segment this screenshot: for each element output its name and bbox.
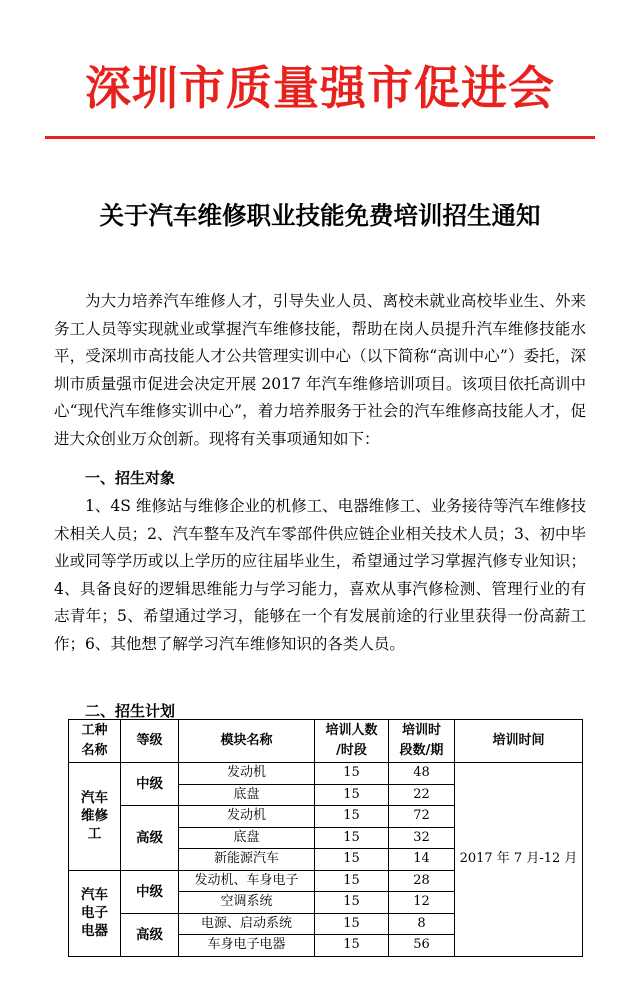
trainees-cell: 15 bbox=[315, 849, 389, 871]
periods-cell: 72 bbox=[389, 806, 455, 828]
module-cell: 空调系统 bbox=[179, 892, 315, 914]
category-cell-auto-repair: 汽车 维修 工 bbox=[69, 763, 121, 871]
level-cell: 中级 bbox=[121, 870, 179, 913]
trainees-cell: 15 bbox=[315, 763, 389, 785]
periods-cell: 28 bbox=[389, 870, 455, 892]
org-name-header: 深圳市质量强市促进会 bbox=[85, 61, 555, 115]
level-cell: 高级 bbox=[121, 913, 179, 956]
periods-cell: 14 bbox=[389, 849, 455, 871]
col-header-periods: 培训时 段数/期 bbox=[389, 720, 455, 763]
header-divider bbox=[45, 136, 595, 139]
periods-cell: 8 bbox=[389, 913, 455, 935]
module-cell: 底盘 bbox=[179, 827, 315, 849]
periods-cell: 32 bbox=[389, 827, 455, 849]
periods-cell: 48 bbox=[389, 763, 455, 785]
trainees-cell: 15 bbox=[315, 913, 389, 935]
table-header-row bbox=[69, 720, 583, 763]
section-heading-enrollment-targets: 一、招生对象 bbox=[85, 469, 176, 487]
col-header-module: 模块名称 bbox=[179, 720, 315, 763]
trainees-cell: 15 bbox=[315, 827, 389, 849]
periods-cell: 22 bbox=[389, 784, 455, 806]
trainees-cell: 15 bbox=[315, 784, 389, 806]
periods-cell: 56 bbox=[389, 935, 455, 957]
module-cell: 发动机 bbox=[179, 806, 315, 828]
module-cell: 新能源汽车 bbox=[179, 849, 315, 871]
table-row bbox=[69, 763, 583, 785]
enrollment-plan-table bbox=[68, 719, 583, 957]
module-cell: 发动机 bbox=[179, 763, 315, 785]
section-heading-enrollment-plan: 二、招生计划 bbox=[85, 702, 176, 720]
module-cell: 底盘 bbox=[179, 784, 315, 806]
col-header-level: 等级 bbox=[121, 720, 179, 763]
module-cell: 车身电子电器 bbox=[179, 935, 315, 957]
enrollment-targets-paragraph: 1、4S 维修站与维修企业的机修工、电器维修工、业务接待等汽车维修技术相关人员；2、汽车整车及汽车零部件供应链企业相关技术人员；3、初中毕业或同等学历或以上学历的应往届毕业生，希望通过学习掌握汽修专业知识；4、具备良好的逻辑思维能力与学习能力，喜欢从事汽修检测、管理行业的有志青年；5、希望通过学习，能够在一个有发展前途的行业里获得一份高薪工作；6、其他想了解学习汽车维修知识的各类人员。 bbox=[54, 497, 586, 653]
intro-paragraph: 为大力培养汽车维修人才，引导失业人员、离校未就业高校毕业生、外来务工人员等实现就业或掌握汽车维修技能，帮助在岗人员提升汽车维修技能水平，受深圳市高技能人才公共管理实训中心（以下简称“高训中心”）委托，深圳市质量强市促进会决定开展 2017 年汽车维修培训项目。该项目依托高训中心“现代汽车维修实训中心”，着力培养服务于社会的汽车维修高技能人才，促进大众创业万众创新。现将有关事项通知如下： bbox=[54, 292, 586, 448]
col-header-trainees: 培训人数 /时段 bbox=[315, 720, 389, 763]
module-cell: 发动机、车身电子 bbox=[179, 870, 315, 892]
trainees-cell: 15 bbox=[315, 892, 389, 914]
trainees-cell: 15 bbox=[315, 870, 389, 892]
col-header-training-time: 培训时间 bbox=[455, 720, 583, 763]
category-cell-auto-electric: 汽车 电子 电器 bbox=[69, 870, 121, 956]
document-title: 关于汽车维修职业技能免费培训招生通知 bbox=[99, 201, 541, 230]
training-time-cell: 2017 年 7 月-12 月 bbox=[455, 763, 583, 957]
periods-cell: 12 bbox=[389, 892, 455, 914]
level-cell: 中级 bbox=[121, 763, 179, 806]
module-cell: 电源、启动系统 bbox=[179, 913, 315, 935]
level-cell: 高级 bbox=[121, 806, 179, 871]
trainees-cell: 15 bbox=[315, 806, 389, 828]
trainees-cell: 15 bbox=[315, 935, 389, 957]
col-header-job-type: 工种 名称 bbox=[69, 720, 121, 763]
